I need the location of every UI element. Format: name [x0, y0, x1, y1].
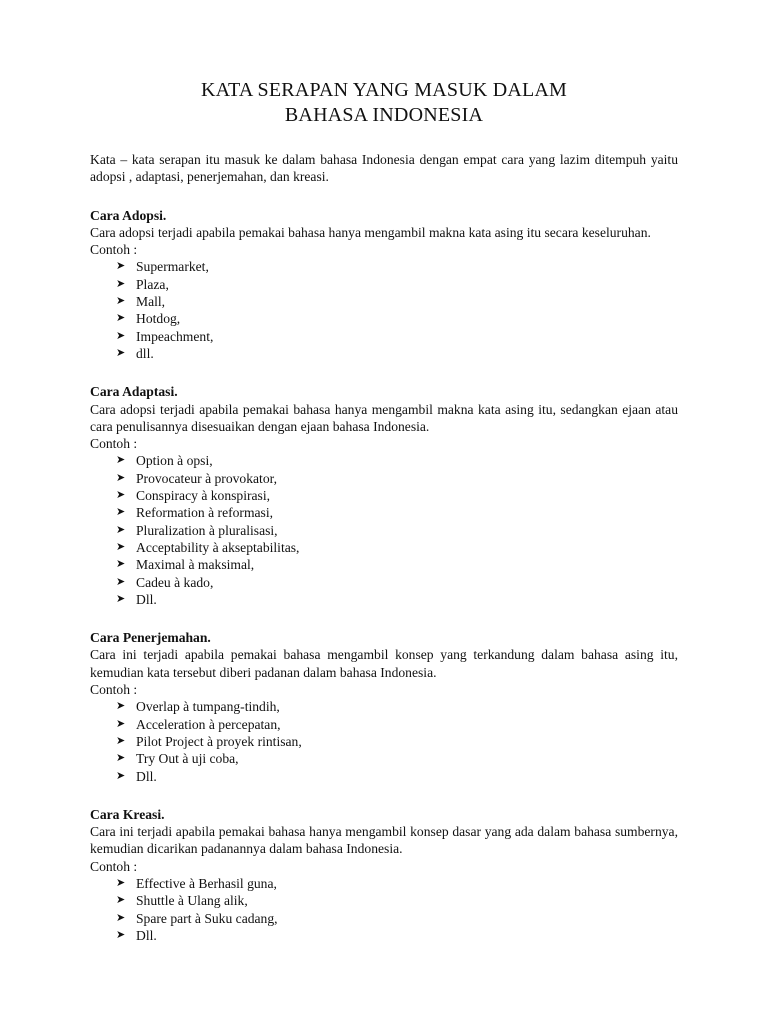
arrowhead-bullet-icon: ➤	[116, 489, 126, 502]
list-item	[116, 310, 678, 327]
list-item	[116, 504, 678, 521]
list-item	[116, 733, 678, 750]
example-list	[90, 452, 678, 608]
arrowhead-bullet-icon: ➤	[116, 329, 126, 342]
arrowhead-bullet-icon: ➤	[116, 575, 126, 588]
list-item-text: Option à opsi,	[136, 453, 213, 469]
arrowhead-bullet-icon: ➤	[116, 295, 126, 308]
list-item	[116, 470, 678, 487]
list-item	[116, 574, 678, 591]
list-item-text: Mall,	[136, 294, 166, 310]
list-item	[116, 258, 678, 275]
contoh-label: Contoh :	[90, 242, 138, 258]
list-item-text: Acceptability à akseptabilitas,	[136, 539, 300, 555]
list-item-text: Effective à Berhasil guna,	[136, 875, 277, 891]
list-item-text: Impeachment,	[136, 328, 214, 344]
arrowhead-bullet-icon: ➤	[116, 523, 126, 536]
list-item-text: Dll.	[136, 768, 157, 784]
arrowhead-bullet-icon: ➤	[116, 506, 126, 519]
list-item-text: Conspiracy à konspirasi,	[136, 488, 271, 504]
arrowhead-bullet-icon: ➤	[116, 734, 126, 747]
list-item-text: Pilot Project à proyek rintisan,	[136, 733, 302, 749]
section-body: Cara adopsi terjadi apabila pemakai bahasa hanya mengambil makna kata asing itu secara keseluruhan.	[90, 224, 651, 240]
contoh-label: Contoh :	[90, 858, 138, 874]
section-body: Cara ini terjadi apabila pemakai bahasa mengambil konsep yang terkandung dalam bahasa asing itu, kemudian kata tersebut diberi padanan dalam bahasa Indonesia.	[90, 647, 678, 680]
arrowhead-bullet-icon: ➤	[116, 260, 126, 273]
arrowhead-bullet-icon: ➤	[116, 876, 126, 889]
contoh-label: Contoh :	[90, 436, 138, 452]
list-item	[116, 892, 678, 909]
list-item	[116, 452, 678, 469]
list-item-text: Reformation à reformasi,	[136, 505, 274, 521]
sections-container	[90, 207, 678, 945]
arrowhead-bullet-icon: ➤	[116, 894, 126, 907]
list-item	[116, 522, 678, 539]
section	[90, 383, 678, 608]
arrowhead-bullet-icon: ➤	[116, 540, 126, 553]
list-item	[116, 556, 678, 573]
arrowhead-bullet-icon: ➤	[116, 277, 126, 290]
list-item	[116, 539, 678, 556]
example-list	[90, 875, 678, 944]
list-item	[116, 591, 678, 608]
section	[90, 806, 678, 944]
document-page	[90, 78, 678, 944]
list-item-text: Try Out à uji coba,	[136, 751, 239, 767]
arrowhead-bullet-icon: ➤	[116, 928, 126, 941]
list-item-text: Provocateur à provokator,	[136, 470, 278, 486]
list-item-text: Acceleration à percepatan,	[136, 716, 281, 732]
list-item	[116, 910, 678, 927]
section-body: Cara adopsi terjadi apabila pemakai bahasa hanya mengambil makna kata asing itu, sedangkan ejaan atau cara penulisannya disesuaikan dengan ejaan bahasa Indonesia.	[90, 401, 678, 434]
title-line-2: BAHASA INDONESIA	[284, 104, 484, 126]
list-item	[116, 328, 678, 345]
list-item-text: Shuttle à Ulang alik,	[136, 893, 248, 909]
list-item-text: Hotdog,	[136, 311, 181, 327]
intro-paragraph: Kata – kata serapan itu masuk ke dalam bahasa Indonesia dengan empat cara yang lazim ditempuh yaitu adopsi , adaptasi, penerjemahan, dan kreasi.	[90, 152, 678, 185]
arrowhead-bullet-icon: ➤	[116, 592, 126, 605]
section-heading: Cara Adopsi.	[90, 207, 167, 223]
example-list	[90, 258, 678, 362]
document-title	[90, 78, 678, 128]
arrowhead-bullet-icon: ➤	[116, 346, 126, 359]
list-item	[116, 487, 678, 504]
section-body: Cara ini terjadi apabila pemakai bahasa hanya mengambil konsep dasar yang ada dalam bahasa sumbernya, kemudian dicarikan padanannya dalam bahasa Indonesia.	[90, 824, 678, 857]
list-item-text: Maximal à maksimal,	[136, 557, 255, 573]
title-line-1: KATA SERAPAN YANG MASUK DALAM	[200, 79, 568, 101]
list-item	[116, 716, 678, 733]
list-item-text: Pluralization à pluralisasi,	[136, 522, 278, 538]
list-item	[116, 768, 678, 785]
arrowhead-bullet-icon: ➤	[116, 700, 126, 713]
section-heading: Cara Kreasi.	[90, 806, 165, 822]
list-item-text: Supermarket,	[136, 259, 209, 275]
list-item	[116, 345, 678, 362]
list-item	[116, 293, 678, 310]
arrowhead-bullet-icon: ➤	[116, 558, 126, 571]
list-item-text: Dll.	[136, 927, 157, 943]
list-item-text: dll.	[136, 345, 154, 361]
list-item-text: Cadeu à kado,	[136, 574, 214, 590]
contoh-label: Contoh :	[90, 682, 138, 698]
list-item-text: Spare part à Suku cadang,	[136, 910, 278, 926]
section	[90, 207, 678, 363]
list-item-text: Overlap à tumpang-tindih,	[136, 699, 280, 715]
list-item-text: Plaza,	[136, 276, 169, 292]
list-item-text: Dll.	[136, 591, 157, 607]
arrowhead-bullet-icon: ➤	[116, 471, 126, 484]
section	[90, 629, 678, 785]
list-item	[116, 698, 678, 715]
list-item	[116, 875, 678, 892]
list-item	[116, 750, 678, 767]
arrowhead-bullet-icon: ➤	[116, 769, 126, 782]
section-heading: Cara Adaptasi.	[90, 384, 178, 400]
list-item	[116, 927, 678, 944]
list-item	[116, 276, 678, 293]
arrowhead-bullet-icon: ➤	[116, 717, 126, 730]
arrowhead-bullet-icon: ➤	[116, 752, 126, 765]
arrowhead-bullet-icon: ➤	[116, 454, 126, 467]
arrowhead-bullet-icon: ➤	[116, 312, 126, 325]
section-heading: Cara Penerjemahan.	[90, 630, 211, 646]
arrowhead-bullet-icon: ➤	[116, 911, 126, 924]
example-list	[90, 698, 678, 784]
